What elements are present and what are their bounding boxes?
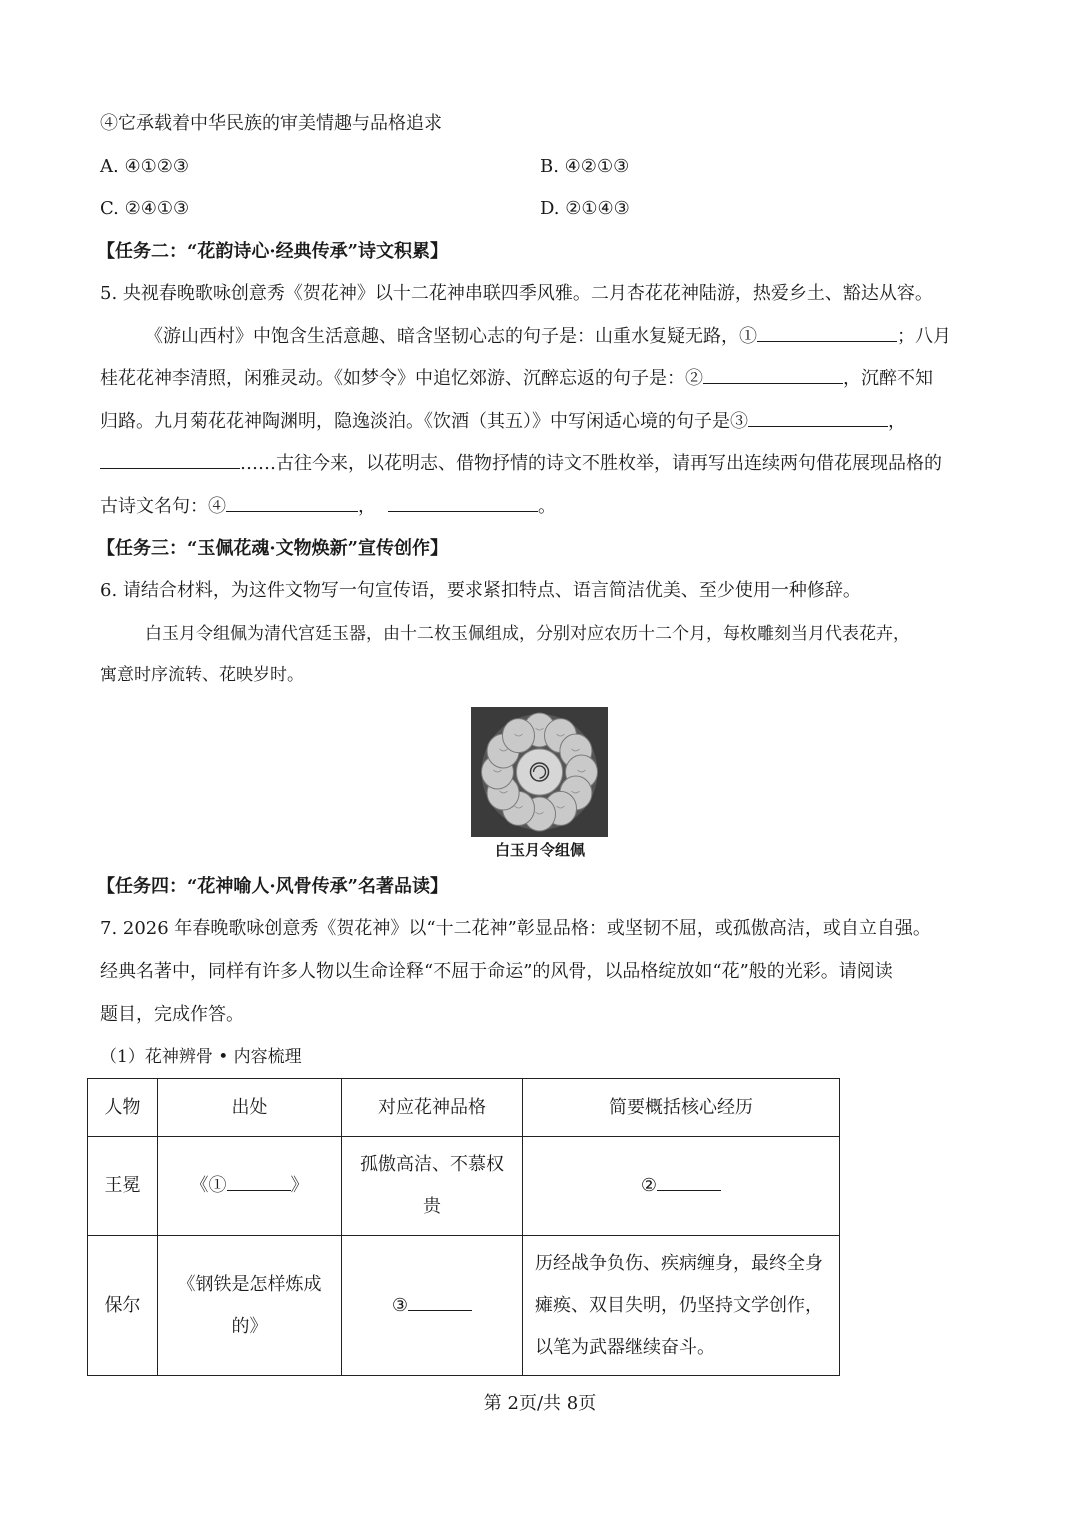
q5-line-5-comma: ， <box>358 496 376 517</box>
q6-prompt: 6. 请结合材料，为这件文物写一句宣传语，要求紧扣特点、语言简洁优美、至少使用一种修辞。 <box>100 580 861 601</box>
q7-line-3: 题目，完成作答。 <box>100 1004 244 1025</box>
table-header-row <box>88 1079 840 1137</box>
blank-row2-trait[interactable] <box>408 1293 472 1311</box>
q6-material-line-1: 白玉月令组佩为清代宫廷玉器，由十二枚玉佩组成，分别对应农历十二个月，每枚雕刻当月代表花卉， <box>145 624 910 644</box>
blank-3a[interactable] <box>748 409 888 427</box>
row1-source-close: 》 <box>290 1175 309 1196</box>
table-row <box>88 1137 840 1236</box>
row2-person: 保尔 <box>88 1236 158 1376</box>
row1-exp-mark: ② <box>640 1175 658 1196</box>
q4-option-a: A. ④①②③ <box>100 156 189 177</box>
content-table <box>87 1078 840 1376</box>
q5-line-4-text: ……古往今来，以花明志、借物抒情的诗文不胜枚举，请再写出连续两句借花展现品格的 <box>240 453 942 474</box>
row2-exp-line-3: 以笔为武器继续奋斗。 <box>535 1336 715 1358</box>
q5-line-1 <box>145 324 951 349</box>
row1-trait-line-1: 孤傲高洁、不慕权 <box>360 1154 504 1175</box>
q5-line-2 <box>100 366 933 391</box>
q4-item-4: ④它承载着中华民族的审美情趣与品格追求 <box>100 113 442 134</box>
blank-row1-source[interactable] <box>227 1173 291 1191</box>
row1-source <box>158 1137 342 1236</box>
q4-option-c: C. ②④①③ <box>100 198 190 219</box>
task4-title: 【任务四：“花神喻人·风骨传承”名著品读】 <box>97 876 448 897</box>
q5-line-1-tail: ；八月 <box>897 326 951 347</box>
q5-line-3-tail: ， <box>888 411 906 432</box>
q5-line-3 <box>100 409 906 434</box>
header-person: 人物 <box>88 1079 158 1137</box>
q6-material-line-2: 寓意时序流转、花映岁时。 <box>100 665 304 685</box>
q5-line-2-text: 桂花花神李清照，闲雅灵动。《如梦令》中追忆郊游、沉醉忘返的句子是：② <box>100 368 703 389</box>
q7-sub1-title: （1）花神辨骨 • 内容梳理 <box>100 1047 302 1067</box>
q4-option-b: B. ④②①③ <box>540 156 630 177</box>
q5-line-1-text: 《游山西村》中饱含生活意趣、暗含坚韧心志的句子是：山重水复疑无路，① <box>145 326 757 347</box>
row2-exp-line-1: 历经战争负伤、疾病缠身，最终全身 <box>535 1252 823 1274</box>
q5-line-5-end: 。 <box>538 496 556 517</box>
blank-2[interactable] <box>703 366 843 384</box>
q7-line-1: 7. 2026 年春晚歌咏创意秀《贺花神》以“十二花神”彰显品格：或坚韧不屈，或孤傲高洁，或自立自强。 <box>100 918 931 939</box>
q5-line-4 <box>100 451 942 476</box>
q5-line-5-text: 古诗文名句：④ <box>100 496 226 517</box>
blank-4b[interactable] <box>388 494 538 512</box>
row1-experience <box>523 1137 840 1236</box>
q7-line-2: 经典名著中，同样有许多人物以生命诠释“不屈于命运”的风骨，以品格绽放如“花”般的光彩。请阅读 <box>100 961 893 982</box>
blank-1[interactable] <box>757 324 897 342</box>
blank-row1-exp[interactable] <box>657 1173 721 1191</box>
row1-source-open: 《① <box>190 1175 227 1196</box>
jade-pendant-image <box>471 707 608 837</box>
q5-line-2-tail: ，沉醉不知 <box>843 368 933 389</box>
row2-experience <box>523 1236 840 1376</box>
row1-trait <box>342 1137 523 1236</box>
image-caption: 白玉月令组佩 <box>494 841 585 859</box>
row2-trait <box>342 1236 523 1376</box>
row2-source-line-1: 《钢铁是怎样炼成 <box>177 1273 322 1295</box>
header-trait: 对应花神品格 <box>342 1079 523 1137</box>
q5-line-5 <box>100 494 556 519</box>
q5-line-3-text: 归路。九月菊花花神陶渊明，隐逸淡泊。《饮酒（其五）》中写闲适心境的句子是③ <box>100 411 748 432</box>
header-experience: 简要概括核心经历 <box>523 1079 840 1137</box>
page-footer: 第 2页/共 8页 <box>483 1393 597 1414</box>
table-row <box>88 1236 840 1376</box>
row2-source <box>158 1236 342 1376</box>
task3-title: 【任务三：“玉佩花魂·文物焕新”宣传创作】 <box>97 538 448 559</box>
q4-option-d: D. ②①④③ <box>540 198 630 219</box>
jade-pendant-icon <box>471 707 608 837</box>
blank-3b[interactable] <box>100 451 240 469</box>
row1-person: 王冕 <box>88 1137 158 1236</box>
row1-trait-line-2: 贵 <box>423 1196 441 1217</box>
row2-source-line-2: 的》 <box>231 1315 268 1337</box>
task2-title: 【任务二：“花韵诗心·经典传承”诗文积累】 <box>97 241 448 262</box>
blank-4a[interactable] <box>226 494 358 512</box>
q5-intro: 5. 央视春晚歌咏创意秀《贺花神》以十二花神串联四季风雅。二月杏花花神陆游，热爱乡土、豁达从容。 <box>100 283 933 304</box>
row2-trait-mark: ③ <box>391 1294 409 1316</box>
header-source: 出处 <box>158 1079 342 1137</box>
row2-exp-line-2: 瘫痪、双目失明，仍坚持文学创作， <box>535 1294 823 1316</box>
